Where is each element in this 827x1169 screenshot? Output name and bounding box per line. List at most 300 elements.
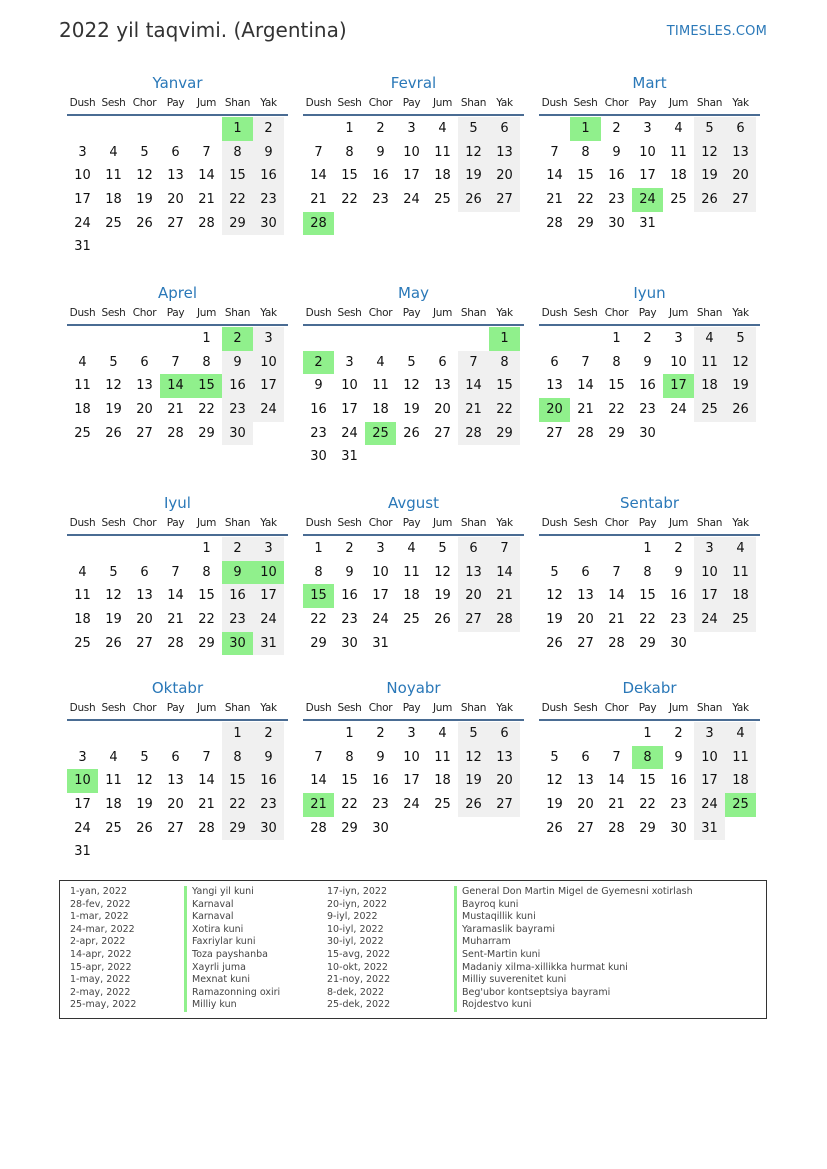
day-cell: 1: [345, 726, 354, 741]
empty-cell: [98, 722, 129, 746]
empty-cell: [129, 235, 160, 259]
weekday-label: Dush: [541, 307, 568, 319]
weekend-day-cell: 20: [489, 164, 520, 188]
day-cell: 14: [608, 773, 625, 789]
weekday-label: Jum: [432, 517, 453, 529]
empty-cell: [129, 722, 160, 746]
holiday-day-cell: 1: [222, 117, 253, 141]
day-cell: 25: [105, 215, 122, 231]
day-cell: 28: [577, 425, 594, 441]
month-sentabr: [539, 493, 760, 655]
empty-cell: [98, 327, 129, 351]
week-row: [303, 445, 524, 469]
month-noyabr: [303, 678, 524, 840]
weekday-label: Chor: [132, 702, 157, 714]
weekday-label: Yak: [496, 517, 513, 529]
empty-cell: [303, 117, 334, 141]
day-cell: 22: [341, 797, 358, 813]
weekend-day-cell: 6: [725, 117, 756, 141]
header-divider: [303, 534, 524, 536]
day-cell: 13: [546, 378, 563, 394]
week-row: [303, 327, 524, 351]
weekend-day-cell: 29: [222, 212, 253, 236]
weekend-day-cell: 27: [725, 188, 756, 212]
holiday-name: Mexnat kuni: [192, 974, 250, 986]
holiday-name: Karnaval: [192, 911, 234, 923]
weekend-day-cell: 16: [253, 164, 284, 188]
holiday-day-cell: 25: [365, 422, 396, 446]
weekend-day-cell: 17: [253, 374, 284, 398]
weekday-label: Sesh: [101, 517, 126, 529]
empty-cell: [191, 840, 222, 864]
legend-names-right: [454, 886, 693, 1012]
week-row: [539, 327, 760, 351]
week-row: [303, 746, 524, 770]
week-row: [539, 584, 760, 608]
day-cell: 23: [670, 797, 687, 813]
day-cell: 8: [581, 144, 590, 160]
holiday-date: 17-iyn, 2022: [327, 886, 388, 897]
weekday-label: Yak: [260, 307, 277, 319]
empty-cell: [601, 537, 632, 561]
empty-cell: [365, 327, 396, 351]
month-oktabr: [67, 678, 288, 864]
holiday-date: 8-dek, 2022: [327, 986, 385, 998]
weekday-label: Sesh: [573, 702, 598, 714]
holiday-name: Xayrli juma: [192, 961, 246, 973]
month-title: Noyabr: [386, 679, 441, 697]
day-cell: 21: [310, 192, 327, 208]
day-cell: 28: [608, 635, 625, 651]
empty-cell: [539, 537, 570, 561]
empty-cell: [365, 445, 396, 469]
weekday-label: Jum: [668, 307, 689, 319]
day-cell: 11: [105, 168, 122, 184]
day-cell: 7: [612, 564, 621, 580]
week-row: [539, 188, 760, 212]
week-row: [67, 561, 288, 585]
holiday-date: 20-iyn, 2022: [327, 898, 388, 910]
weekday-label: Chor: [132, 307, 157, 319]
weekend-day-cell: 19: [725, 374, 756, 398]
day-cell: 2: [345, 541, 354, 556]
empty-cell: [694, 632, 725, 656]
holiday-name: Faxriylar kuni: [192, 936, 256, 948]
day-cell: 18: [372, 402, 389, 418]
weekend-day-cell: 17: [694, 769, 725, 793]
weekday-label: Pay: [166, 97, 185, 109]
day-cell: 2: [643, 331, 652, 346]
weekday-header: [67, 307, 288, 321]
weekend-day-cell: 3: [694, 722, 725, 746]
weekday-label: Jum: [668, 517, 689, 529]
weekend-day-cell: 21: [489, 584, 520, 608]
holiday-date: 1-may, 2022: [70, 974, 131, 986]
weekday-header: [303, 97, 524, 111]
empty-cell: [458, 445, 489, 469]
day-cell: 17: [403, 773, 420, 789]
day-cell: 1: [612, 331, 621, 346]
header-divider: [539, 114, 760, 116]
day-cell: 22: [310, 612, 327, 628]
weekday-label: Pay: [402, 517, 421, 529]
weekend-day-cell: 13: [458, 561, 489, 585]
empty-cell: [98, 840, 129, 864]
holiday-name: Yaramaslik bayrami: [462, 923, 555, 935]
weekday-label: Sesh: [337, 517, 362, 529]
empty-cell: [570, 537, 601, 561]
holiday-date: 30-iyl, 2022: [327, 936, 384, 948]
holiday-name: Xotira kuni: [192, 923, 244, 935]
empty-cell: [725, 632, 756, 656]
weekday-label: Sesh: [337, 702, 362, 714]
day-cell: 30: [670, 820, 687, 836]
empty-cell: [129, 840, 160, 864]
day-cell: 18: [670, 168, 687, 184]
weekend-day-cell: 20: [489, 769, 520, 793]
day-cell: 31: [372, 635, 389, 651]
day-cell: 13: [136, 588, 153, 604]
day-cell: 20: [167, 192, 184, 208]
weekday-label: Pay: [166, 517, 185, 529]
day-cell: 24: [372, 612, 389, 628]
day-cell: 10: [403, 749, 420, 765]
weekend-day-cell: 10: [253, 351, 284, 375]
weekend-day-cell: 30: [253, 212, 284, 236]
day-cell: 7: [171, 354, 180, 370]
day-cell: 17: [341, 402, 358, 418]
weekday-header: [539, 307, 760, 321]
weekend-day-cell: 27: [458, 608, 489, 632]
day-cell: 11: [434, 144, 451, 160]
empty-cell: [98, 235, 129, 259]
day-cell: 1: [643, 541, 652, 556]
weekday-label: Shan: [696, 702, 723, 714]
weekday-label: Shan: [460, 97, 487, 109]
day-cell: 11: [372, 378, 389, 394]
weekday-label: Jum: [196, 517, 217, 529]
weekend-day-cell: 2: [222, 537, 253, 561]
empty-cell: [694, 212, 725, 236]
day-cell: 9: [643, 354, 652, 370]
weekend-day-cell: 26: [694, 188, 725, 212]
weekend-day-cell: 3: [694, 537, 725, 561]
weekday-label: Yak: [260, 702, 277, 714]
day-cell: 7: [581, 354, 590, 370]
header-divider: [539, 324, 760, 326]
day-cell: 9: [674, 564, 683, 580]
weekday-label: Shan: [696, 307, 723, 319]
weekend-day-cell: 20: [458, 584, 489, 608]
weekend-day-cell: 12: [458, 746, 489, 770]
empty-cell: [396, 445, 427, 469]
day-cell: 5: [140, 144, 149, 160]
week-row: [67, 537, 288, 561]
weekend-day-cell: 18: [694, 374, 725, 398]
day-cell: 21: [167, 402, 184, 418]
empty-cell: [303, 722, 334, 746]
day-cell: 21: [546, 192, 563, 208]
weekday-label: Pay: [638, 517, 657, 529]
weekday-label: Jum: [196, 307, 217, 319]
day-cell: 11: [434, 749, 451, 765]
weekend-day-cell: 3: [253, 537, 284, 561]
week-row: [539, 632, 760, 656]
day-cell: 16: [310, 402, 327, 418]
page-title: 2022 yil taqvimi. (Argentina): [59, 18, 347, 42]
day-cell: 9: [376, 749, 385, 765]
week-row: [67, 793, 288, 817]
empty-cell: [539, 327, 570, 351]
weekday-header: [303, 307, 524, 321]
day-cell: 19: [546, 797, 563, 813]
weekday-label: Chor: [368, 97, 393, 109]
week-row: [67, 188, 288, 212]
weekend-day-cell: 2: [253, 117, 284, 141]
header-divider: [303, 719, 524, 721]
day-cell: 23: [372, 192, 389, 208]
holiday-day-cell: 2: [222, 327, 253, 351]
week-row: [539, 561, 760, 585]
day-cell: 9: [674, 749, 683, 765]
weekend-day-cell: 13: [489, 141, 520, 165]
day-cell: 25: [670, 192, 687, 208]
day-cell: 9: [376, 144, 385, 160]
day-cell: 16: [639, 378, 656, 394]
day-cell: 12: [105, 588, 122, 604]
day-cell: 5: [140, 749, 149, 765]
empty-cell: [160, 327, 191, 351]
weekend-day-cell: 6: [458, 537, 489, 561]
week-row: [303, 141, 524, 165]
day-cell: 14: [310, 773, 327, 789]
weekday-label: Chor: [604, 702, 629, 714]
weekday-label: Pay: [402, 97, 421, 109]
weekday-label: Dush: [69, 517, 96, 529]
day-cell: 10: [670, 354, 687, 370]
day-cell: 19: [136, 192, 153, 208]
weekend-day-cell: 14: [458, 374, 489, 398]
weekday-label: Shan: [224, 702, 251, 714]
empty-cell: [396, 327, 427, 351]
week-row: [539, 793, 760, 817]
weekend-day-cell: 14: [489, 561, 520, 585]
weekday-label: Dush: [541, 517, 568, 529]
empty-cell: [663, 212, 694, 236]
empty-cell: [570, 327, 601, 351]
week-row: [67, 164, 288, 188]
weekend-day-cell: 15: [222, 769, 253, 793]
day-cell: 12: [546, 588, 563, 604]
day-cell: 29: [577, 215, 594, 231]
empty-cell: [334, 327, 365, 351]
weekend-day-cell: 20: [725, 164, 756, 188]
empty-cell: [365, 212, 396, 236]
weekday-header: [67, 517, 288, 531]
day-cell: 10: [74, 168, 91, 184]
holiday-name: Sent-Martin kuni: [462, 948, 541, 960]
day-cell: 16: [670, 773, 687, 789]
day-cell: 4: [438, 726, 447, 741]
day-cell: 20: [136, 612, 153, 628]
weekend-day-cell: 23: [222, 398, 253, 422]
day-cell: 14: [546, 168, 563, 184]
week-row: [539, 722, 760, 746]
day-cell: 3: [643, 121, 652, 136]
month-title: Iyul: [164, 494, 191, 512]
day-cell: 14: [167, 588, 184, 604]
day-cell: 3: [78, 144, 87, 160]
day-cell: 12: [136, 168, 153, 184]
weekday-label: Dush: [305, 307, 332, 319]
day-cell: 6: [140, 354, 149, 370]
legend-names-left: [184, 886, 280, 1012]
weekday-label: Shan: [460, 517, 487, 529]
day-cell: 15: [577, 168, 594, 184]
weekend-day-cell: 11: [725, 561, 756, 585]
day-cell: 30: [372, 820, 389, 836]
holiday-name: Madaniy xilma-xillikka hurmat kuni: [462, 961, 628, 973]
holiday-day-cell: 24: [632, 188, 663, 212]
holiday-date: 14-apr, 2022: [70, 948, 132, 960]
day-cell: 27: [136, 425, 153, 441]
weekend-day-cell: 17: [694, 584, 725, 608]
day-cell: 11: [74, 588, 91, 604]
day-cell: 29: [639, 635, 656, 651]
empty-cell: [129, 537, 160, 561]
empty-cell: [160, 537, 191, 561]
holiday-date: 9-iyl, 2022: [327, 911, 378, 923]
day-cell: 19: [403, 402, 420, 418]
day-cell: 13: [167, 168, 184, 184]
week-row: [539, 422, 760, 446]
weekend-day-cell: 19: [694, 164, 725, 188]
weekend-day-cell: 12: [694, 141, 725, 165]
holiday-day-cell: 30: [222, 632, 253, 656]
weekday-label: Jum: [432, 97, 453, 109]
day-cell: 11: [105, 773, 122, 789]
day-cell: 27: [167, 215, 184, 231]
day-cell: 25: [74, 425, 91, 441]
empty-cell: [725, 422, 756, 446]
empty-cell: [489, 632, 520, 656]
empty-cell: [67, 117, 98, 141]
weekday-label: Dush: [69, 97, 96, 109]
day-cell: 31: [639, 215, 656, 231]
weekday-label: Dush: [541, 702, 568, 714]
day-cell: 9: [345, 564, 354, 580]
day-cell: 9: [612, 144, 621, 160]
weekday-label: Yak: [732, 97, 749, 109]
day-cell: 29: [198, 635, 215, 651]
week-row: [67, 327, 288, 351]
weekend-day-cell: 16: [222, 584, 253, 608]
week-row: [303, 212, 524, 236]
holiday-date: 15-avg, 2022: [327, 948, 391, 960]
empty-cell: [458, 632, 489, 656]
empty-cell: [458, 327, 489, 351]
day-cell: 4: [438, 121, 447, 136]
day-cell: 5: [550, 749, 559, 765]
weekend-day-cell: 27: [489, 793, 520, 817]
weekend-day-cell: 9: [253, 141, 284, 165]
day-cell: 26: [434, 612, 451, 628]
weekday-label: Pay: [638, 307, 657, 319]
weekday-label: Dush: [305, 517, 332, 529]
day-cell: 2: [674, 541, 683, 556]
day-cell: 23: [372, 797, 389, 813]
weekday-label: Jum: [668, 97, 689, 109]
day-cell: 11: [74, 378, 91, 394]
weekday-label: Jum: [432, 702, 453, 714]
week-row: [303, 422, 524, 446]
empty-cell: [458, 817, 489, 841]
day-cell: 6: [171, 749, 180, 765]
week-row: [67, 235, 288, 259]
holiday-day-cell: 9: [222, 561, 253, 585]
day-cell: 6: [550, 354, 559, 370]
week-row: [67, 351, 288, 375]
month-title: Iyun: [633, 284, 666, 302]
weekend-day-cell: 7: [458, 351, 489, 375]
holiday-date: 25-dek, 2022: [327, 999, 391, 1011]
week-row: [303, 769, 524, 793]
weekday-label: Yak: [732, 517, 749, 529]
month-title: Dekabr: [622, 679, 677, 697]
day-cell: 25: [434, 797, 451, 813]
empty-cell: [458, 212, 489, 236]
weekday-header: [303, 702, 524, 716]
holiday-date: 2-may, 2022: [70, 986, 131, 998]
day-cell: 27: [167, 820, 184, 836]
weekday-label: Chor: [368, 307, 393, 319]
weekday-label: Pay: [638, 702, 657, 714]
day-cell: 22: [198, 612, 215, 628]
weekday-label: Shan: [224, 97, 251, 109]
day-cell: 9: [314, 378, 323, 394]
weekend-day-cell: 12: [725, 351, 756, 375]
day-cell: 12: [105, 378, 122, 394]
weekend-day-cell: 8: [222, 141, 253, 165]
day-cell: 15: [608, 378, 625, 394]
holiday-date: 2-apr, 2022: [70, 936, 126, 948]
day-cell: 31: [74, 844, 91, 860]
week-row: [539, 351, 760, 375]
header-divider: [67, 114, 288, 116]
weekday-header: [539, 702, 760, 716]
day-cell: 22: [198, 402, 215, 418]
empty-cell: [67, 537, 98, 561]
header-divider: [67, 534, 288, 536]
day-cell: 25: [74, 635, 91, 651]
header-divider: [67, 719, 288, 721]
month-dekabr: [539, 678, 760, 840]
day-cell: 19: [105, 612, 122, 628]
day-cell: 21: [198, 797, 215, 813]
holiday-day-cell: 1: [489, 327, 520, 351]
empty-cell: [427, 327, 458, 351]
empty-cell: [129, 117, 160, 141]
day-cell: 6: [140, 564, 149, 580]
weekend-day-cell: 13: [489, 746, 520, 770]
day-cell: 4: [674, 121, 683, 136]
day-cell: 7: [550, 144, 559, 160]
weekend-day-cell: 26: [458, 793, 489, 817]
site-link[interactable]: TIMESLES.COM: [666, 24, 767, 39]
week-row: [303, 584, 524, 608]
month-mart: [539, 73, 760, 235]
day-cell: 5: [407, 354, 416, 370]
